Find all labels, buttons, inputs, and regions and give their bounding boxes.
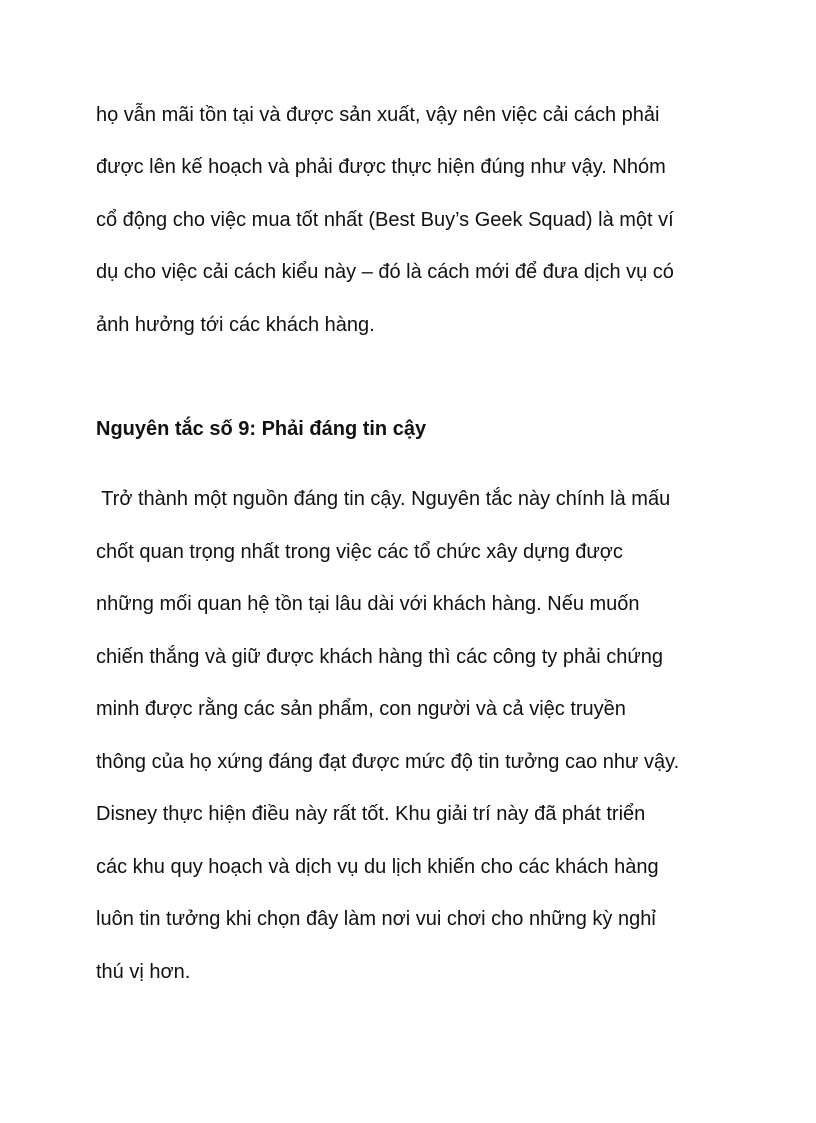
paragraph-1-line: họ vẫn mãi tồn tại và được sản xuất, vậy nên việc cải cách phải — [96, 104, 660, 126]
paragraph-2-line: thông của họ xứng đáng đạt được mức độ tin tưởng cao như vậy. — [96, 751, 680, 773]
paragraph-2-line: những mối quan hệ tồn tại lâu dài với khách hàng. Nếu muốn — [96, 593, 640, 615]
section-heading: Nguyên tắc số 9: Phải đáng tin cậy — [96, 418, 427, 440]
paragraph-1-line: được lên kế hoạch và phải được thực hiện đúng như vậy. Nhóm — [96, 156, 666, 178]
paragraph-2-line: Trở thành một nguồn đáng tin cậy. Nguyên tắc này chính là mấu — [96, 488, 671, 510]
paragraph-2-line: thú vị hơn. — [96, 961, 191, 983]
paragraph-1-line: dụ cho việc cải cách kiểu này – đó là cách mới để đưa dịch vụ có — [96, 261, 674, 283]
paragraph-2-line: các khu quy hoạch và dịch vụ du lịch khiến cho các khách hàng — [96, 856, 659, 878]
paragraph-1-line: ảnh hưởng tới các khách hàng. — [96, 314, 375, 336]
paragraph-2-line: minh được rằng các sản phẩm, con người và cả việc truyền — [96, 698, 626, 720]
paragraph-1-line: cổ động cho việc mua tốt nhất (Best Buy’s Geek Squad) là một ví — [96, 209, 674, 231]
paragraph-2-line: chốt quan trọng nhất trong việc các tổ chức xây dựng được — [96, 541, 623, 563]
paragraph-2-line: chiến thắng và giữ được khách hàng thì các công ty phải chứng — [96, 646, 663, 668]
paragraph-2-line: luôn tin tưởng khi chọn đây làm nơi vui chơi cho những kỳ nghỉ — [96, 908, 656, 930]
paragraph-2-line: Disney thực hiện điều này rất tốt. Khu giải trí này đã phát triển — [96, 803, 646, 825]
